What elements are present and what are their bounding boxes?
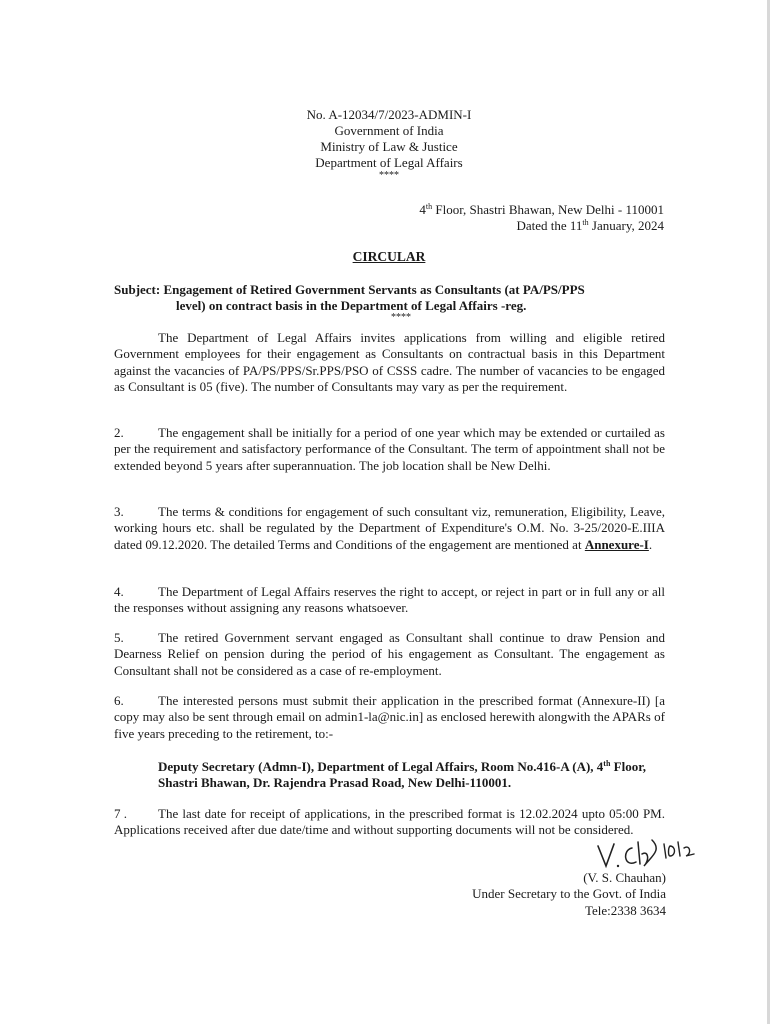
file-number: No. A-12034/7/2023-ADMIN-I bbox=[306, 107, 472, 122]
addressee-block: Deputy Secretary (Admn-I), Department of Legal Affairs, Room No.416-A (A), 4th Floor, Shastri Bhawan, Dr. Rajendra Prasad Road, New Delhi-110001. bbox=[158, 759, 647, 791]
office-address-block bbox=[419, 202, 664, 234]
paragraph-5: 5. The retired Government servant engaged as Consultant shall continue to draw Pension and Dearness Relief on pension during the period of his engagement as Consultant. The engagement as Consultant shall not be considered as a case of re-employment. bbox=[114, 630, 665, 678]
paragraph-1: The Department of Legal Affairs invites applications from willing and eligible retired Government employees for their engagement as Consultants on contractual basis in this Department against the vacancies of PA/PS/PPS/Sr.PPS/PSO of CSSS cadre. The number of vacancies to be engaged as Consultant is 05 (five). The number of Consultants may vary as per the requirement. bbox=[114, 330, 665, 395]
annexure-1-ref: Annexure-I bbox=[584, 536, 649, 552]
signatory-designation: Under Secretary to the Govt. of India bbox=[472, 886, 666, 902]
paragraph-7: 7 . The last date for receipt of applications, in the prescribed format is 12.02.2024 upto 05:00 PM. Applications received after due date/time and without supporting documents will not be considered. bbox=[114, 806, 665, 838]
paragraph-3: 3. The terms & conditions for engagement of such consultant viz, remuneration, Eligibility, Leave, working hours etc. shall be regulated by the Department of Expenditure's O.M. No. 3-25/2020-E.IIIA dated 09.12.2020. The detailed Terms and Conditions of the engagement are mentioned at Annexure-I. bbox=[114, 504, 665, 552]
dated-line: Dated the 11th January, 2024 bbox=[516, 218, 664, 233]
paragraph-6: 6. The interested persons must submit their application in the prescribed format (Annexure-II) [a copy may also be sent through email on admin1-la@nic.in] as enclosed herewith alongwith the APARs of five years preceding to the retirement, to:- bbox=[114, 693, 665, 741]
office-address: 4th Floor, Shastri Bhawan, New Delhi - 110001 bbox=[419, 202, 664, 217]
signatory-block bbox=[472, 870, 666, 919]
paragraph-2: 2. The engagement shall be initially for a period of one year which may be extended or curtailed as per the requirement and satisfactory performance of the Consultant. The term of appointment shall not be extended beyond 5 years after superannuation. The job location shall be New Delhi. bbox=[114, 425, 665, 473]
signatory-telephone: Tele:2338 3634 bbox=[584, 902, 666, 918]
document-title: CIRCULAR bbox=[352, 249, 426, 264]
paragraph-4: 4. The Department of Legal Affairs reserves the right to accept, or reject in part or in full any or all the responses without assigning any reasons whatsoever. bbox=[114, 584, 665, 616]
letter-header bbox=[0, 107, 770, 181]
ministry-name: Ministry of Law & Justice bbox=[320, 139, 458, 154]
signatory-name: (V. S. Chauhan) bbox=[583, 870, 666, 885]
subject-line: Subject: Engagement of Retired Government Servants as Consultants (at PA/PS/PPS level) on contract basis in the Department of Legal Affairs -reg. bbox=[114, 282, 585, 313]
govt-name: Government of India bbox=[334, 123, 444, 138]
header-stars: **** bbox=[379, 170, 399, 181]
department-name: Department of Legal Affairs bbox=[315, 155, 463, 170]
subject-stars: **** bbox=[391, 312, 411, 323]
